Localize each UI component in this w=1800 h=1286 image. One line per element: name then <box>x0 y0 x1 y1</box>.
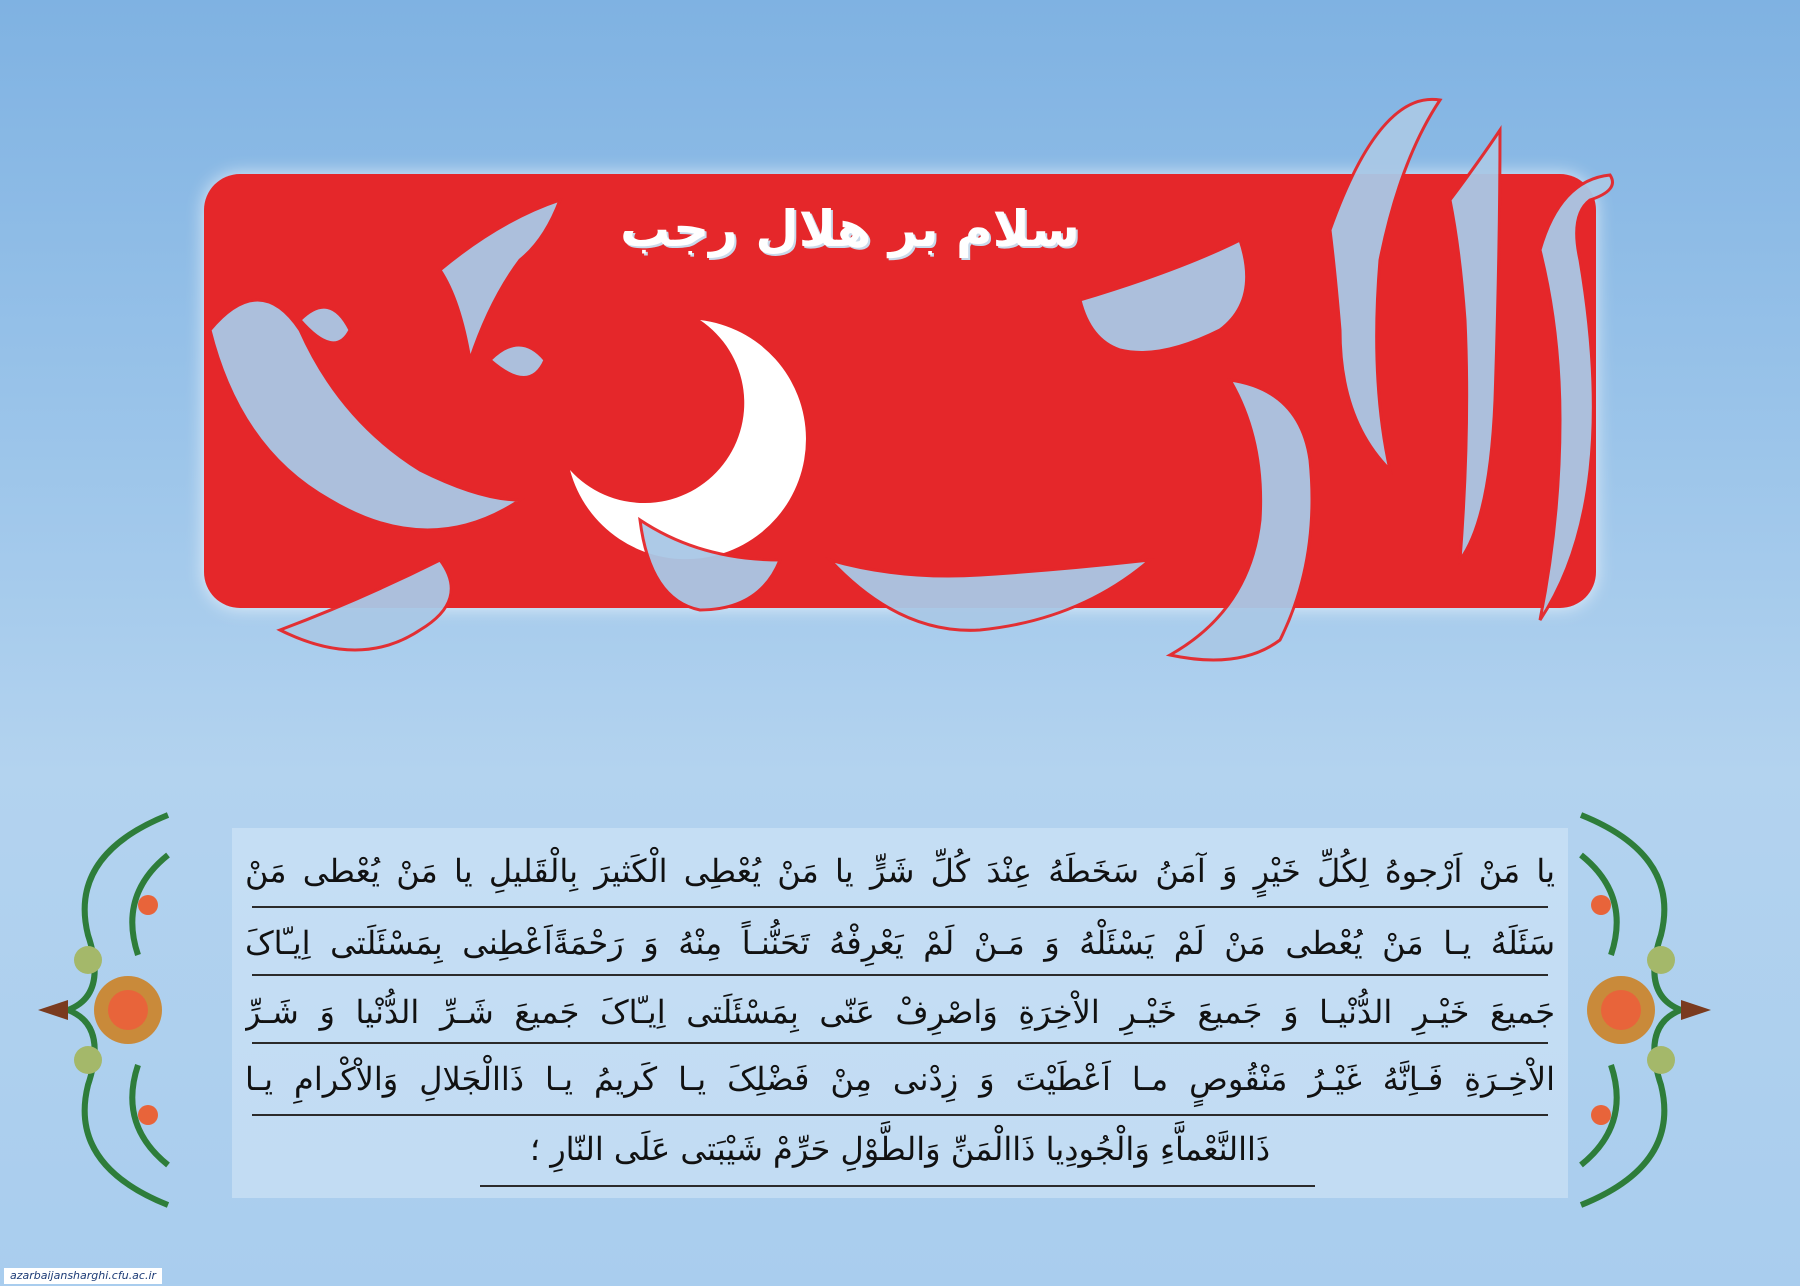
floral-ornament-icon <box>28 795 193 1225</box>
line-divider <box>252 974 1548 976</box>
subtitle-text: سلام بر هلال رجب <box>620 200 1080 258</box>
prayer-line-5: ذَاالنَّعْماَّءِ وَالْجُودِیا ذَاالْمَنِّ وَالطَّوْلِ حَرِّمْ شَیْبَتی عَلَی النّارِ ؛ <box>529 1130 1271 1168</box>
prayer-line-1: یا مَنْ اَرْجوهُ لِکُلِّ خَیْرٍ وَ آمَنُ سَخَطَهُ عِنْدَ کُلِّ شَرٍّ یا مَنْ یُعْطِی الْکَثیرَ بِالْقَلیلِ یا مَنْ یُعْطی مَنْ <box>245 852 1555 890</box>
floral-ornament-icon <box>1556 795 1721 1225</box>
site-credit: azarbaijansharghi.cfu.ac.ir <box>4 1268 162 1284</box>
line-divider <box>252 1042 1548 1044</box>
crescent-moon-icon <box>570 320 806 559</box>
line-divider <box>252 1114 1548 1116</box>
line-divider <box>480 1185 1315 1187</box>
prayer-line-2: سَئَلَهُ یـا مَنْ یُعْطی مَنْ لَمْ یَسْئَلْهُ وَ مَـنْ لَمْ یَعْرِفْهُ تَحَنُّنـاً مِنْهُ وَ رَحْمَةًاَعْطِنی بِمَسْئَلَتی اِیـّاکَ <box>245 924 1555 962</box>
line-divider <box>252 906 1548 908</box>
prayer-line-4: الاْخِـرَةِ فَـاِنَّهُ غَیْـرُ مَنْقُوصٍ مـا اَعْطَیْتَ وَ زِدْنی مِنْ فَضْلِکَ یـا کَریمُ یـا ذَاالْجَلالِ وَالاْکْرامِ یـا <box>245 1060 1555 1098</box>
prayer-line-3: جَمیعَ خَیْـرِ الدُّنْیـا وَ جَمیعَ خَیْـرِ الاْخِرَةِ وَاصْرِفْ عَنّی بِمَسْئَلَتی اِیـّاکَ جَمیعَ شَـرِّ الدُّنْیا وَ شَـرِّ <box>245 993 1555 1031</box>
